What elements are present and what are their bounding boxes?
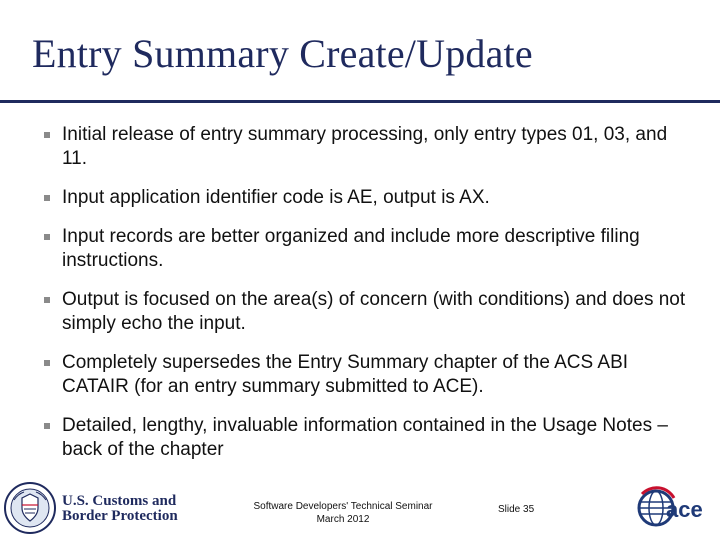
square-bullet-icon (44, 234, 50, 240)
square-bullet-icon (44, 423, 50, 429)
cbp-wordmark (62, 494, 178, 524)
bullet-item (44, 123, 694, 171)
bullet-text: Input application identifier code is AE, output is AX. (62, 187, 490, 208)
bullet-item (44, 186, 694, 210)
bullet-item (44, 414, 694, 462)
ace-globe-icon (636, 484, 716, 532)
bullet-item (44, 225, 694, 273)
slide-number: Slide 35 (498, 504, 535, 515)
agency-line-2: Border Protection (62, 508, 178, 524)
seminar-date: March 2012 (316, 514, 370, 525)
seminar-name: Software Developers' Technical Seminar (253, 501, 433, 512)
seminar-info (240, 500, 446, 526)
bullet-text: Output is focused on the area(s) of concern (with conditions) and does not simply echo the input. (62, 289, 686, 334)
square-bullet-icon (44, 132, 50, 138)
slide-footer (0, 478, 720, 540)
ace-logo-text: ace (666, 497, 703, 522)
square-bullet-icon (44, 195, 50, 201)
bullet-text: Detailed, lengthy, invaluable information contained in the Usage Notes – back of the chapter (62, 415, 668, 460)
bullet-item (44, 351, 694, 399)
square-bullet-icon (44, 360, 50, 366)
bullet-item (44, 288, 694, 336)
bullet-list (44, 123, 694, 477)
square-bullet-icon (44, 297, 50, 303)
dhs-seal-icon (4, 482, 56, 534)
bullet-text: Initial release of entry summary processing, only entry types 01, 03, and 11. (62, 124, 668, 169)
bullet-text: Completely supersedes the Entry Summary chapter of the ACS ABI CATAIR (for an entry summary submitted to ACE). (62, 352, 629, 397)
title-divider (0, 100, 720, 103)
agency-line-1: U.S. Customs and (62, 493, 177, 509)
bullet-text: Input records are better organized and include more descriptive filing instructions. (62, 226, 640, 271)
slide-title: Entry Summary Create/Update (32, 31, 533, 76)
